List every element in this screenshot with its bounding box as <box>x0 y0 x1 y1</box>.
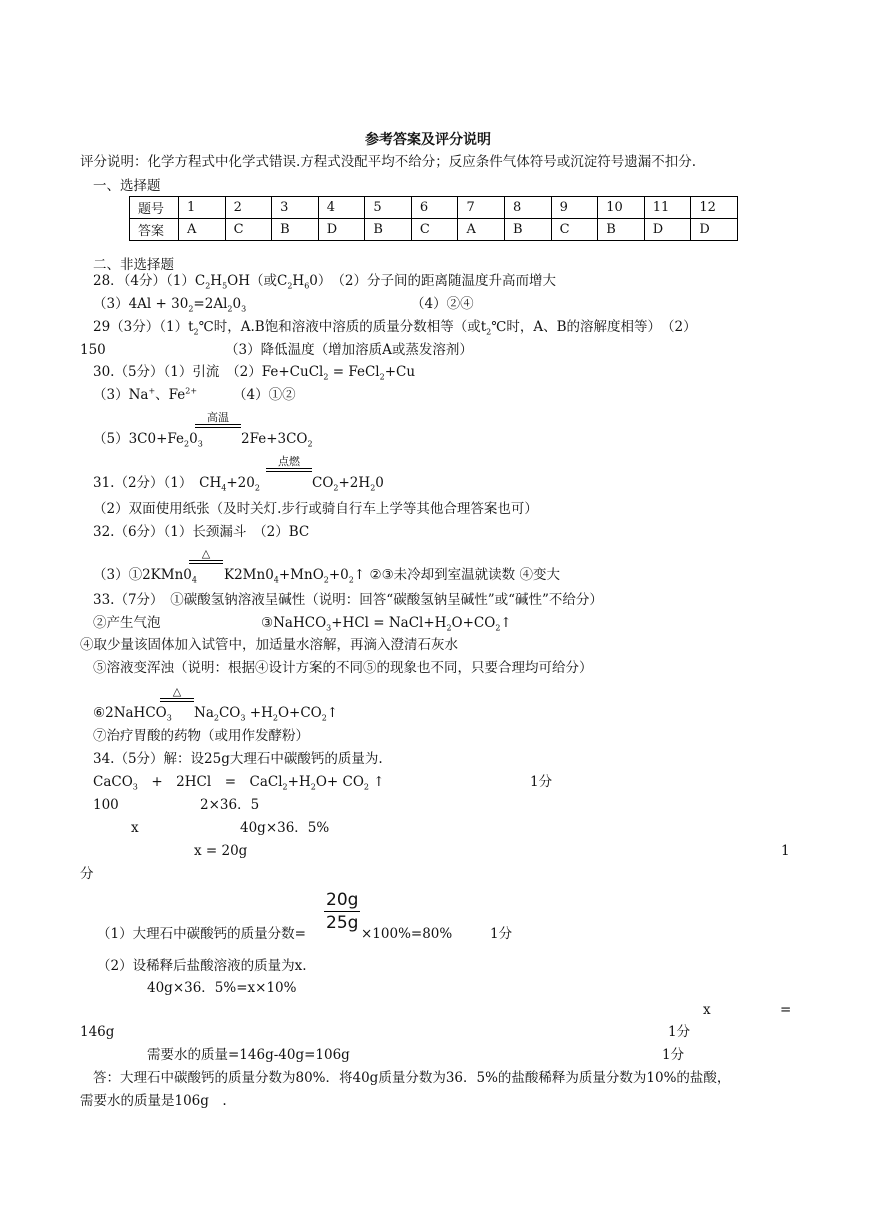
q34-equation: CaCO$_3$ + 2HCl = $CaCl_2+H_2O+ CO_2$ ↑ <box>93 774 385 792</box>
q34-part2-x: x <box>703 1002 711 1018</box>
q31-line1-right: $CO_2+2H_20$ <box>312 475 384 493</box>
table-cell: C <box>225 219 272 241</box>
q34-unknown: x <box>131 820 139 836</box>
table-row-label: 题号 <box>130 197 179 219</box>
table-cell: 3 <box>272 197 319 219</box>
fraction: $\frac{20g}{25g}$ <box>326 890 359 933</box>
table-cell: D <box>644 219 691 241</box>
score-mark: 1分 <box>662 1047 685 1063</box>
score-mark: 分 <box>80 866 94 882</box>
q33-line5-left: ⑥2NaHCO$_3$ <box>93 705 172 723</box>
page-title: 参考答案及评分说明 <box>365 132 491 148</box>
table-row <box>130 219 738 241</box>
table-cell: 4 <box>318 197 365 219</box>
q31-line2: （2）双面使用纸张（及时关灯.步行或骑自行车上学等其他合理答案也可） <box>93 501 538 517</box>
q33-line3: ④取少量该固体加入试管中，加适量水溶解，再滴入澄清石灰水 <box>80 637 458 653</box>
score-mark: 1分 <box>530 774 553 790</box>
table-cell: D <box>318 219 365 241</box>
q30-line2: （3）Na+、$Fe^{2+}$ <box>93 386 198 403</box>
q29-line2-text: （3）降低温度（增加溶质A或蒸发溶剂） <box>225 342 473 358</box>
table-cell: 6 <box>411 197 458 219</box>
q33-line5-right: $Na_2CO_3$ $+H_2O+CO_2↑$ <box>194 705 339 723</box>
q33-line1: 33.（7分） ①碳酸氢钠溶液呈碱性（说明：回答“碳酸氢钠呈碱性”或“碱性”不给分） <box>93 592 603 608</box>
q33-line4: ⑤溶液变浑浊（说明：根据④设计方案的不同⑤的现象也不同，只要合理均可给分） <box>93 660 593 676</box>
table-cell: A <box>458 219 505 241</box>
q28-line2: $(3)4Al + 30_2=2Al_20_3$ <box>93 296 247 314</box>
reaction-condition: △ <box>189 548 223 564</box>
table-cell: A <box>179 219 226 241</box>
scoring-note: 评分说明：化学方程式中化学式错误.方程式没配平均不给分；反应条件气体符号或沉淀符号遗漏不扣分. <box>80 154 697 170</box>
table-cell: 7 <box>458 197 505 219</box>
q34-part2-equals: = <box>780 1002 792 1018</box>
q30-line1: 30.（5分）（1）引流 （2）Fe+CuCl$_2$ = FeCl$_2$+Cu <box>93 364 416 382</box>
reaction-condition: 点燃 <box>266 456 312 472</box>
table-cell: 1 <box>179 197 226 219</box>
q33-line6: ⑦治疗胃酸的药物（或用作发酵粉） <box>93 728 309 744</box>
q28-line1: 28．（4分）$(1)C_2H_5OH$（或$C_2H_60$） （2）分子间的距离随温度升高而增大 <box>93 273 556 291</box>
section-heading-nonchoice: 二、非选择题 <box>93 257 174 273</box>
q34-part2: （2）设稀释后盐酸溶液的质量为x. <box>97 958 307 974</box>
score-mark: 1分 <box>668 1024 691 1040</box>
q34-part2-equation: 40g×36．5%=x×10% <box>147 980 297 996</box>
table-cell: 10 <box>598 197 645 219</box>
table-cell: C <box>411 219 458 241</box>
reaction-condition: 高温 <box>195 412 241 428</box>
table-cell: 11 <box>644 197 691 219</box>
final-answer-line2: 需要水的质量是106g . <box>80 1093 227 1109</box>
q34-mass2: 2×36．5 <box>200 797 260 813</box>
q32-line2-left: $(3)①2KMn0_4$ <box>93 567 197 585</box>
q30-line3-left: $(5)3C0+Fe_20_3$ <box>93 431 203 449</box>
table-cell: C <box>551 219 598 241</box>
table-cell: D <box>691 219 738 241</box>
reaction-condition: △ <box>160 686 194 702</box>
table-cell: B <box>272 219 319 241</box>
q33-line2-right: ③NaHCO$_3$+HCl = $NaCl+H_2O+CO_2↑$ <box>261 615 512 633</box>
q29-line2-value: 150 <box>80 342 106 358</box>
q34-line1: 34.（5分）解：设25g大理石中碳酸钙的质量为. <box>93 751 383 767</box>
q29-line1: 29（3分）$(1)t_2℃$时，A.B饱和溶液中溶质的质量分数相等（或$t_2℃$时，A、B的溶解度相等） （2） <box>93 319 697 337</box>
q34-result: x = 20g <box>194 843 248 859</box>
table-row <box>130 197 738 219</box>
final-answer-line1: 答：大理石中碳酸钙的质量分数为80%．将40g质量分数为36．5%的盐酸稀释为质量分数为10%的盐酸， <box>93 1070 731 1086</box>
q34-part2-result: 146g <box>80 1024 115 1040</box>
table-cell: 5 <box>365 197 412 219</box>
q34-part1-text: （1）大理石中碳酸钙的质量分数= <box>97 926 306 942</box>
table-cell: 8 <box>505 197 552 219</box>
table-cell: B <box>598 219 645 241</box>
q34-mass1: 100 <box>93 797 119 813</box>
score-mark: 1 <box>781 843 790 859</box>
score-mark: 1分 <box>490 926 513 942</box>
answer-table <box>129 196 738 241</box>
q33-line2-left: ②产生气泡 <box>93 615 161 631</box>
q34-part1-result: ×100%=80% <box>361 926 453 942</box>
table-row-label: 答案 <box>130 219 179 241</box>
q32-line2-right: $K2Mn0_4+MnO_2+0_2↑$ ②③未冷却到室温就读数 ④变大 <box>224 567 560 585</box>
section-heading-choice: 一、选择题 <box>93 178 161 194</box>
table-cell: B <box>365 219 412 241</box>
q31-line1-left: 31.（2分）（1） $CH_4+20_2$ <box>93 475 260 493</box>
table-cell: 2 <box>225 197 272 219</box>
table-cell: B <box>505 219 552 241</box>
q34-known: 40g×36．5% <box>240 820 330 836</box>
q34-water: 需要水的质量=146g-40g=106g <box>147 1047 350 1063</box>
table-cell: 9 <box>551 197 598 219</box>
q32-line1: 32.（6分）（1）长颈漏斗 （2）BC <box>93 524 310 540</box>
q30-part4: （4）①② <box>233 387 296 403</box>
table-cell: 12 <box>691 197 738 219</box>
q28-part4: （4）②④ <box>411 296 474 312</box>
q30-line3-right: $2Fe+3CO_2$ <box>241 431 313 449</box>
